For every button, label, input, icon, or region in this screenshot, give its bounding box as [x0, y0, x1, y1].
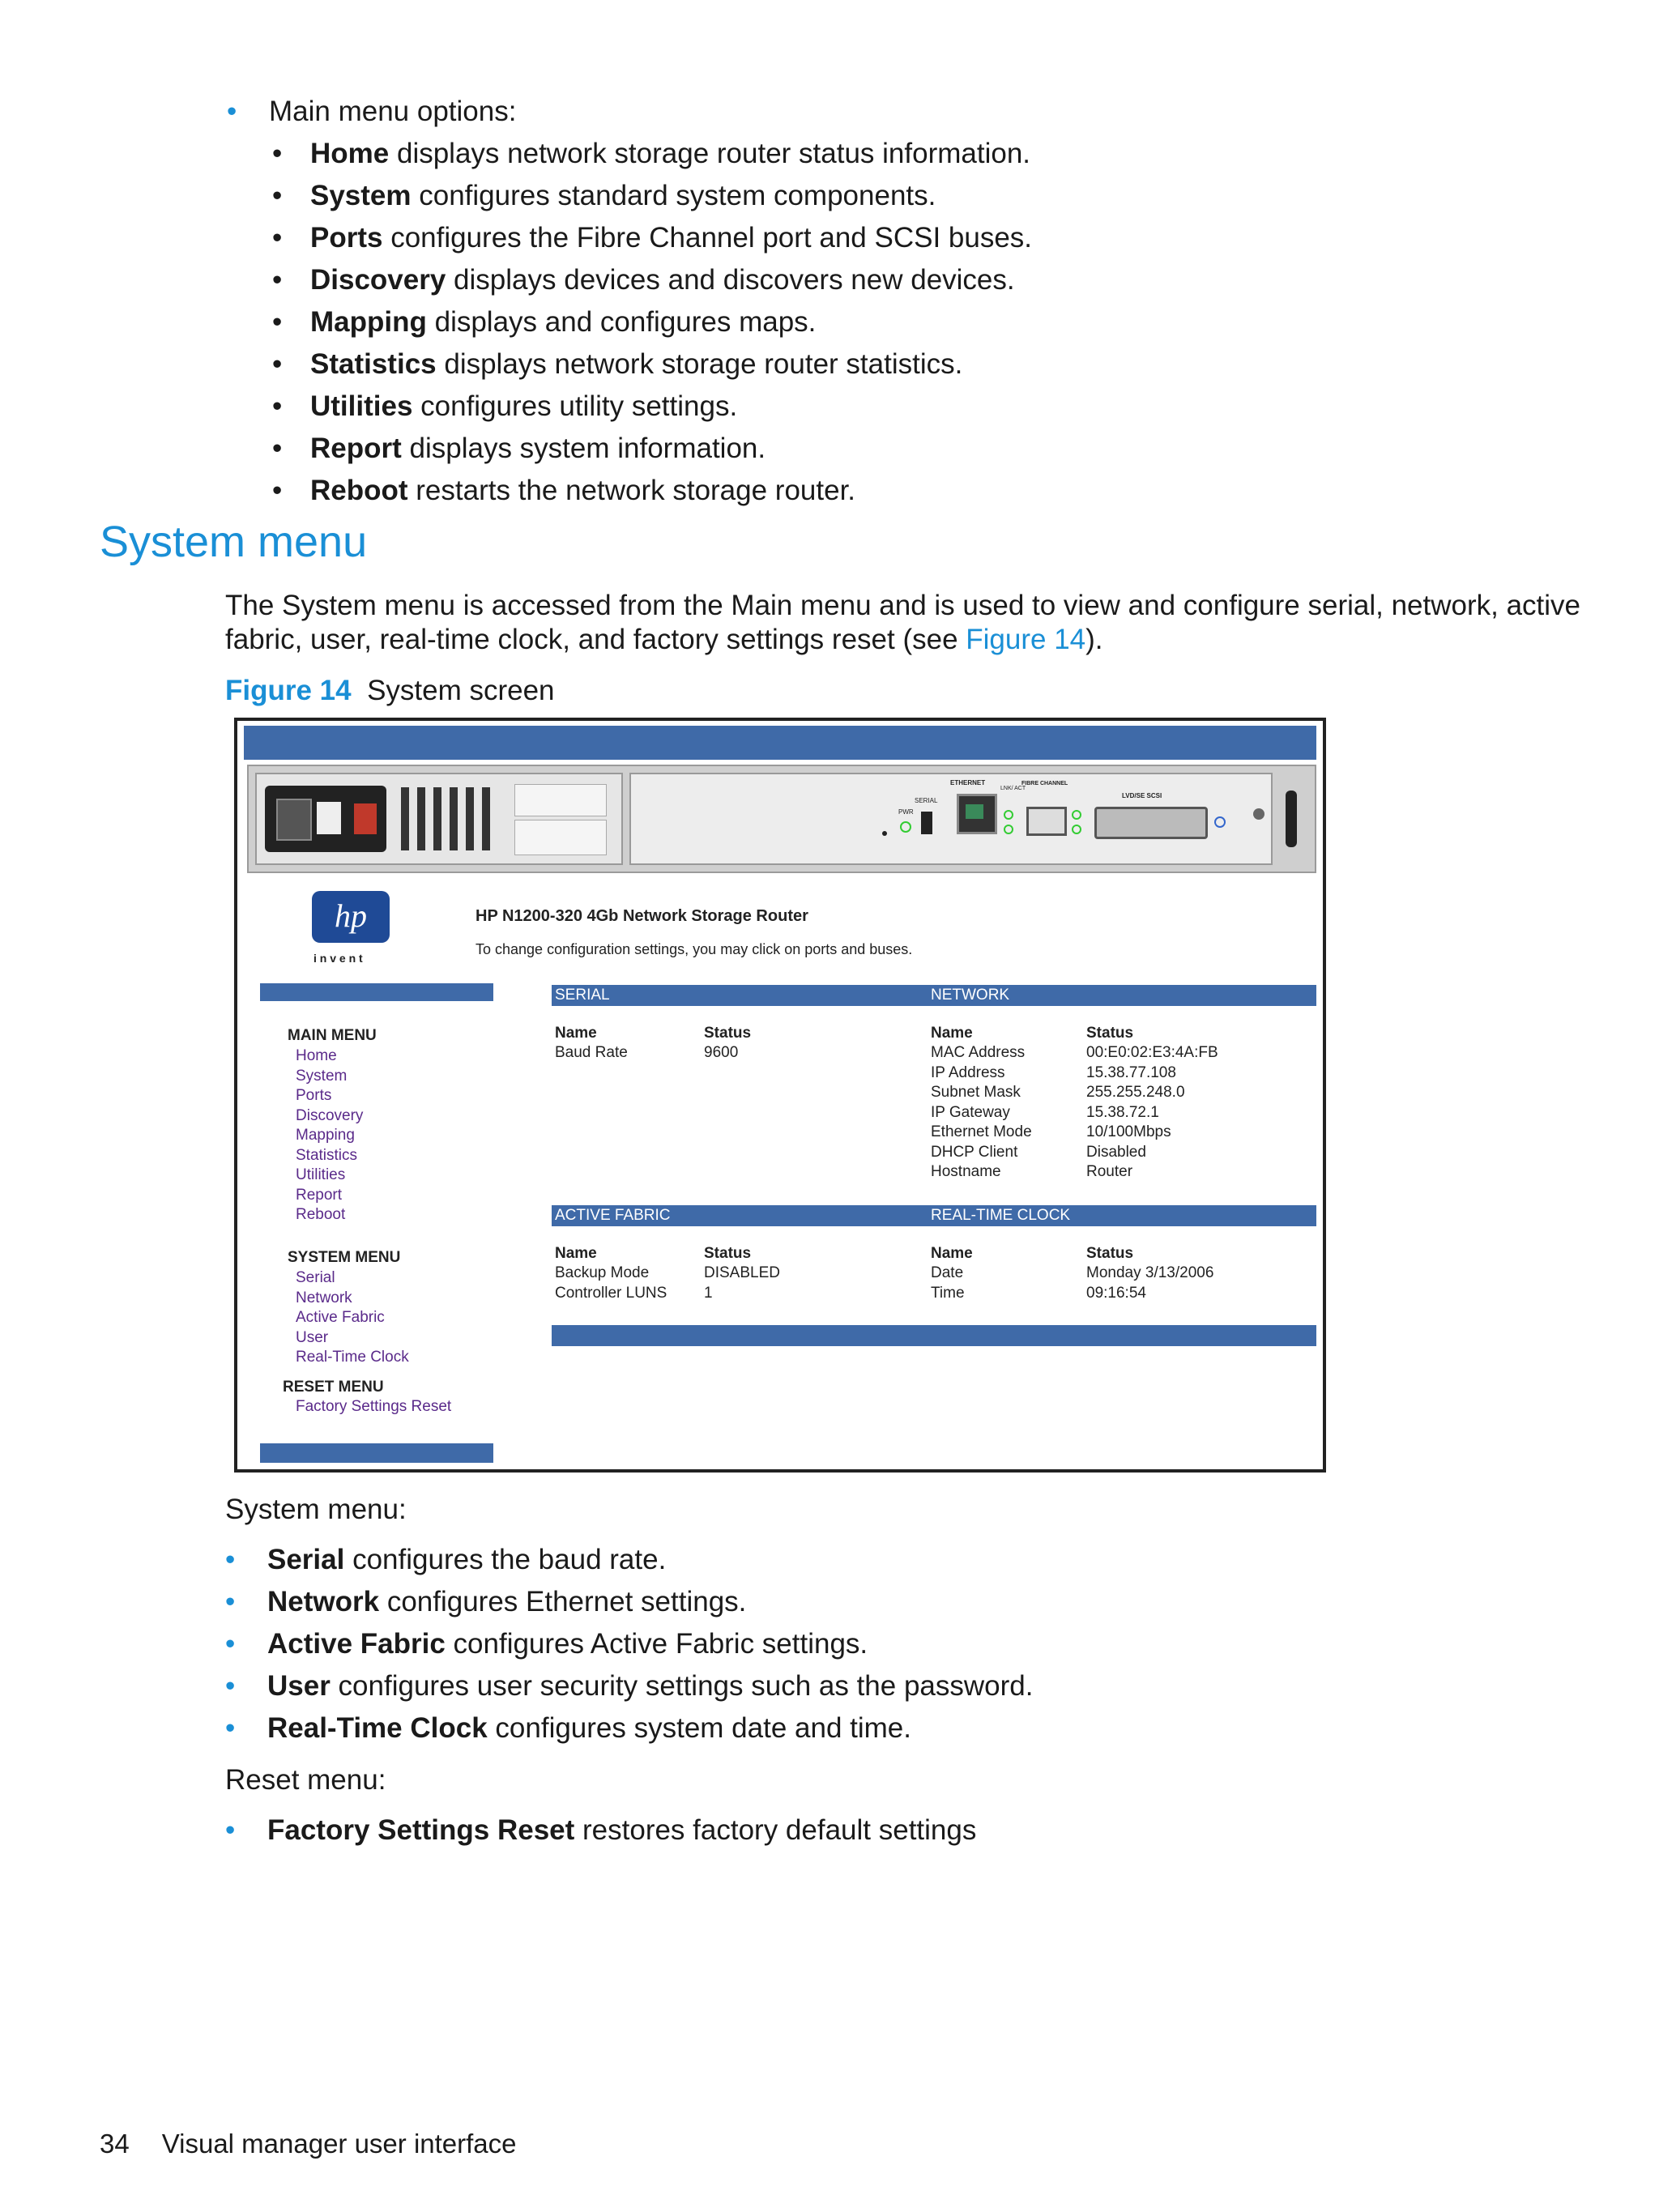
network-col-name: Name — [931, 1025, 973, 1042]
nav-item-utilities[interactable]: Utilities — [296, 1166, 346, 1183]
ethernet-label: ETHERNET — [950, 779, 986, 786]
table-cell: 255.255.248.0 — [1086, 1084, 1185, 1101]
nav-item-factory-settings-reset[interactable]: Factory Settings Reset — [296, 1398, 452, 1415]
nav-item-serial[interactable]: Serial — [296, 1269, 335, 1286]
bullet-icon: • — [272, 390, 283, 422]
figure-caption-text: System screen — [367, 675, 555, 706]
list-item — [225, 1665, 1034, 1707]
serial-port — [921, 812, 932, 834]
list-item — [225, 1809, 977, 1852]
desc: displays network storage router statistics. — [436, 348, 963, 380]
footer-chapter: Visual manager user interface — [161, 2129, 517, 2159]
rating-label-sticker — [514, 820, 607, 855]
table-cell: Hostname — [931, 1163, 1001, 1180]
term: Active Fabric — [267, 1628, 446, 1660]
section-paragraph-line-2 — [225, 619, 1103, 661]
rtc-names — [931, 1264, 965, 1303]
content-bottom-bar — [552, 1325, 1316, 1346]
led-green — [1004, 810, 1013, 820]
handle — [1286, 791, 1297, 847]
list-item — [225, 1581, 1033, 1623]
list-item — [225, 1623, 1033, 1665]
desc: displays devices and discovers new devices. — [446, 264, 1015, 296]
table-cell: Ethernet Mode — [931, 1123, 1032, 1140]
network-col-status: Status — [1086, 1025, 1134, 1042]
section-title: System menu — [100, 518, 368, 566]
list-item — [272, 133, 1032, 175]
desc: restores factory default settings — [574, 1814, 977, 1846]
nav-item-statistics[interactable]: Statistics — [296, 1146, 358, 1164]
term: Report — [310, 433, 402, 464]
plug-icon — [276, 799, 312, 841]
active-fabric-col-status: Status — [704, 1245, 752, 1262]
list-item — [272, 386, 1032, 428]
desc: configures standard system components. — [411, 180, 936, 211]
desc: configures Active Fabric settings. — [445, 1628, 868, 1660]
nav-item-report[interactable]: Report — [296, 1186, 343, 1204]
router-title: HP N1200-320 4Gb Network Storage Router — [476, 907, 808, 925]
serial-row-status: 9600 — [704, 1044, 739, 1061]
hp-logo-tagline: i n v e n t — [313, 952, 363, 965]
table-cell: Controller LUNS — [555, 1284, 667, 1302]
section-paragraph-line-1: The System menu is accessed from the Main menu and is used to view and configure serial, network, active — [225, 590, 1581, 621]
list-item — [272, 259, 1032, 301]
screw-icon — [1253, 808, 1265, 820]
bullet-icon: • — [225, 1544, 236, 1575]
router-subtitle: To change configuration settings, you may click on ports and buses. — [476, 941, 913, 957]
pwr-dot — [882, 831, 887, 836]
rtc-col-status: Status — [1086, 1245, 1134, 1262]
table-cell: IP Gateway — [931, 1103, 1010, 1121]
term: Serial — [267, 1544, 345, 1575]
table-cell: 10/100Mbps — [1086, 1123, 1171, 1140]
para-text: fabric, user, real-time clock, and factory settings reset (see — [225, 624, 966, 655]
network-statuses — [1086, 1043, 1218, 1183]
rtc-statuses — [1086, 1264, 1213, 1303]
desc: displays system information. — [401, 433, 766, 464]
nav-main-items — [296, 1046, 363, 1225]
bullet-icon: • — [272, 264, 283, 296]
list-item — [272, 217, 1033, 259]
term: Factory Settings Reset — [267, 1814, 575, 1846]
scsi-connector — [1094, 807, 1208, 839]
list-item — [225, 1539, 1033, 1581]
table-cell: 00:E0:02:E3:4A:FB — [1086, 1044, 1218, 1061]
nav-item-network[interactable]: Network — [296, 1289, 352, 1306]
bullet-icon: • — [225, 1670, 236, 1702]
page-number: 34 — [100, 2129, 130, 2159]
nav-item-system[interactable]: System — [296, 1067, 348, 1085]
nav-top-bar — [260, 983, 493, 1001]
power-supply-panel — [255, 773, 623, 865]
ethernet-port — [957, 794, 997, 834]
page-footer — [100, 2126, 517, 2162]
io-panel — [629, 773, 1273, 865]
list-item — [272, 343, 1032, 386]
led-blue — [1214, 816, 1226, 828]
term: Network — [267, 1586, 380, 1617]
fibre-port — [1026, 807, 1067, 836]
reset-menu-list — [225, 1809, 977, 1852]
figure-label: Figure 14 — [225, 675, 352, 706]
term: Utilities — [310, 390, 413, 422]
led-green — [1004, 825, 1013, 834]
table-cell: Time — [931, 1284, 965, 1302]
para-text: ). — [1085, 624, 1103, 655]
nav-item-discovery[interactable]: Discovery — [296, 1106, 364, 1124]
figure-14-link[interactable]: Figure 14 — [966, 624, 1086, 655]
bullet-icon: • — [225, 1814, 236, 1846]
desc: displays and configures maps. — [426, 306, 817, 338]
term: Ports — [310, 222, 383, 254]
nav-main-heading: MAIN MENU — [288, 1027, 377, 1044]
term: Home — [310, 138, 390, 169]
table-cell: DHCP Client — [931, 1143, 1018, 1161]
pwr-led — [900, 821, 911, 833]
bullet-icon: • — [272, 433, 283, 464]
nav-item-ports[interactable]: Ports — [296, 1087, 332, 1104]
serial-header: SERIAL — [552, 985, 928, 1006]
term: System — [310, 180, 412, 211]
bullet-icon: • — [272, 348, 283, 380]
switch-icon — [317, 802, 341, 834]
network-names — [931, 1043, 1032, 1183]
vent-grille — [401, 787, 498, 850]
nav-item-active-fabric[interactable]: Active Fabric — [296, 1309, 385, 1326]
led-green — [1072, 810, 1081, 820]
list-item — [272, 470, 1032, 512]
nav-system-heading: SYSTEM MENU — [288, 1249, 401, 1266]
term: User — [267, 1670, 331, 1702]
bullet-icon: • — [225, 1586, 236, 1617]
desc: configures the Fibre Channel port and SCSI buses. — [382, 222, 1033, 254]
top-band — [244, 726, 1316, 760]
table-cell: IP Address — [931, 1063, 1005, 1081]
desc: configures system date and time. — [487, 1712, 911, 1744]
rtc-header: REAL-TIME CLOCK — [928, 1205, 1316, 1226]
nav-item-user[interactable]: User — [296, 1328, 329, 1346]
power-inlet — [265, 786, 386, 852]
hp-logo: hp — [312, 891, 390, 943]
red-indicator — [354, 803, 377, 834]
fibre-channel-label: FIBRE CHANNEL — [1021, 781, 1068, 786]
active-fabric-header: ACTIVE FABRIC — [552, 1205, 928, 1226]
table-cell: Disabled — [1086, 1143, 1146, 1161]
scsi-label: LVD/SE SCSI — [1122, 792, 1162, 799]
table-cell: DISABLED — [704, 1264, 780, 1281]
table-cell: 15.38.77.108 — [1086, 1063, 1176, 1081]
table-cell: Monday 3/13/2006 — [1086, 1264, 1214, 1281]
desc: configures Ethernet settings. — [379, 1586, 747, 1617]
bullet-icon: • — [225, 1712, 236, 1744]
system-menu-list — [225, 1539, 1034, 1750]
serial-col-name: Name — [555, 1025, 597, 1042]
nav-bottom-bar — [260, 1443, 493, 1463]
table-cell: 09:16:54 — [1086, 1284, 1146, 1302]
serial-port-label: SERIAL — [915, 797, 938, 804]
main-menu-intro: Main menu options: — [269, 96, 517, 127]
table-cell: 15.38.72.1 — [1086, 1103, 1159, 1121]
term: Mapping — [310, 306, 427, 338]
desc: configures user security settings such as the password. — [330, 1670, 1034, 1702]
bullet-icon: • — [272, 306, 283, 338]
list-item — [272, 301, 1032, 343]
network-header: NETWORK — [928, 985, 1316, 1006]
router-hardware-image — [247, 765, 1316, 873]
bullet-icon: • — [227, 96, 237, 127]
led-green — [1072, 825, 1081, 834]
desc: displays network storage router status information. — [389, 138, 1031, 169]
term: Real-Time Clock — [267, 1712, 488, 1744]
table-cell: MAC Address — [931, 1044, 1026, 1061]
rtc-col-name: Name — [931, 1245, 973, 1262]
table-cell: Date — [931, 1264, 964, 1281]
pwr-label: PWR — [898, 808, 914, 816]
term: Statistics — [310, 348, 437, 380]
bullet-icon: • — [272, 222, 283, 254]
bullet-icon: • — [225, 1628, 236, 1660]
system-menu-intro: System menu: — [225, 1494, 407, 1525]
serial-row-name: Baud Rate — [555, 1044, 628, 1061]
term: Reboot — [310, 475, 408, 506]
table-cell: Subnet Mask — [931, 1084, 1021, 1101]
term: Discovery — [310, 264, 446, 296]
figure-caption — [225, 670, 555, 712]
table-cell: 1 — [704, 1284, 713, 1302]
serial-label-sticker — [514, 784, 607, 816]
bullet-icon: • — [272, 180, 283, 211]
list-item — [272, 175, 1032, 217]
bullet-icon: • — [272, 138, 283, 169]
nav-reset-heading: RESET MENU — [283, 1379, 384, 1396]
list-item — [225, 1707, 1033, 1750]
nav-system-items — [296, 1268, 409, 1368]
main-menu-list — [272, 133, 1033, 512]
link-act-label: LNK/ ACT — [1000, 786, 1026, 791]
desc: configures utility settings. — [412, 390, 738, 422]
reset-menu-intro: Reset menu: — [225, 1764, 386, 1796]
list-item — [272, 428, 1032, 470]
desc: configures the baud rate. — [344, 1544, 667, 1575]
table-cell: Router — [1086, 1163, 1133, 1180]
active-fabric-col-name: Name — [555, 1245, 597, 1262]
serial-col-status: Status — [704, 1025, 752, 1042]
bullet-icon: • — [272, 475, 283, 506]
active-fabric-statuses — [704, 1264, 780, 1303]
nav-item-home[interactable]: Home — [296, 1047, 337, 1064]
nav-item-reboot[interactable]: Reboot — [296, 1206, 346, 1223]
desc: restarts the network storage router. — [407, 475, 856, 506]
table-cell: Backup Mode — [555, 1264, 650, 1281]
nav-item-mapping[interactable]: Mapping — [296, 1127, 355, 1144]
active-fabric-names — [555, 1264, 667, 1303]
system-screen-figure — [234, 718, 1326, 1473]
nav-item-real-time-clock[interactable]: Real-Time Clock — [296, 1349, 409, 1366]
